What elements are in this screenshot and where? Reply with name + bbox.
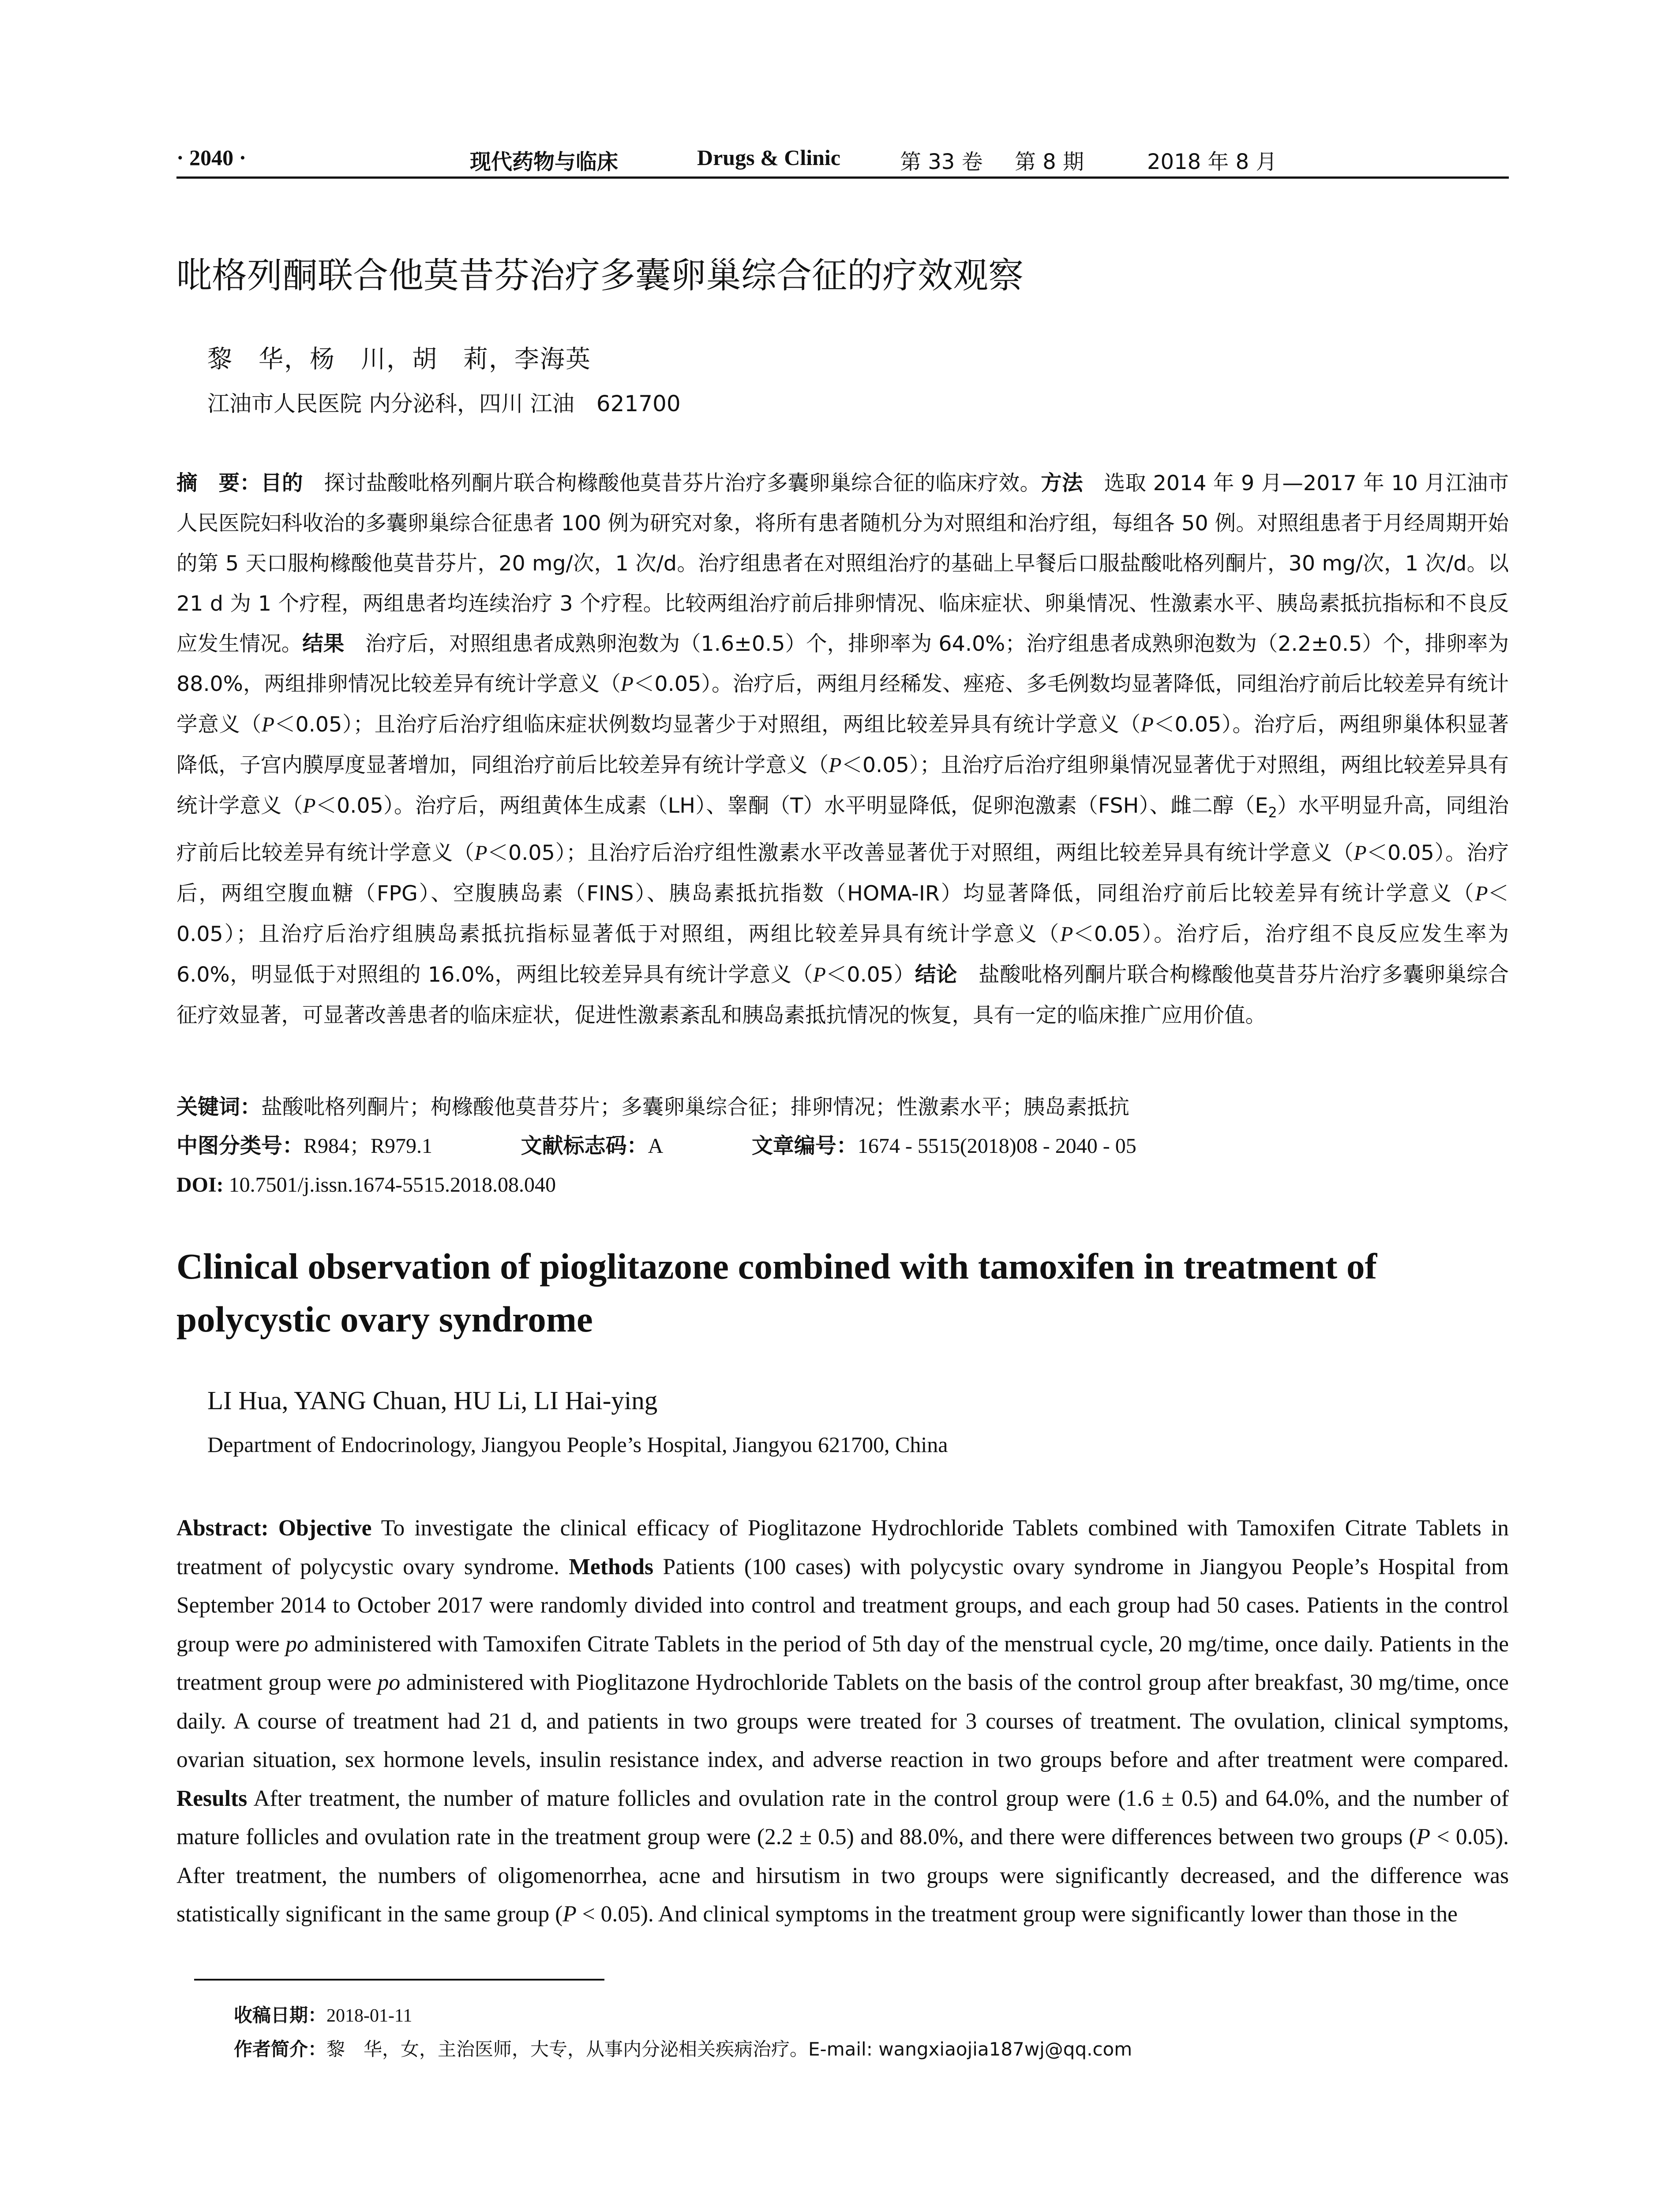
p-symbol: P [1475,882,1488,905]
keywords-text: 盐酸吡格列酮片；枸橼酸他莫昔芬片；多囊卵巢综合征；排卵情况；性激素水平；胰岛素抵抗 [261,1095,1130,1119]
issue: 第 8 期 [1015,150,1084,174]
subscript: 2 [1268,804,1277,821]
keywords-label: 关键词： [176,1095,262,1119]
abstract-cn [176,463,1509,1035]
results-text-cn: ＜0.05）；且治疗后治疗组临床症状例数均显著少于对照组，两组比较差异具有统计学意义（ [274,713,1141,737]
objective-label-cn: 目的 [261,471,303,495]
conclusion-text-cn: 盐酸吡格列酮片联合枸橼酸他莫昔芬片治疗多囊卵巢综合征疗效显著，可显著改善患者的临床症状，促进性激素紊乱和胰岛素抵抗情况的恢复，具有一定的临床推广应用价值。 [176,962,1509,1028]
methods-text-cn: 选取 2014 年 9 月—2017 年 10 月江油市人民医院妇科收治的多囊卵巢综合征患者 100 例为研究对象，将所有患者随机分为对照组和治疗组，每组各 50 例。对照组患者于月经周期开始的第 5 天口服枸橼酸他莫昔芬片，20 mg/次，1 次/d。治疗组患者在对照组治疗的基础上早餐后口服盐酸吡格列酮片，30 mg/次，1 次/d。以 21 d 为 1 个疗程，两组患者均连续治疗 3 个疗程。比较两组治疗前后排卵情况、临床症状、卵巢情况、性激素水平、胰岛素抵抗指标和不良反应发生情况。 [176,471,1509,656]
metadata-block [176,1088,1509,1204]
p-symbol: P [1060,923,1073,946]
results-text-cn: ＜0.05）。治疗后，两组黄体生成素（LH）、睾酮（T）水平明显降低，促卵泡激素（FSH）、雌二醇（E [315,794,1268,818]
p-symbol: P [813,963,826,987]
results-label-cn: 结果 [302,632,345,656]
author-bio-row [234,2033,1513,2066]
results-text-cn: ＜0.05）。治疗后，治疗组不良反应发生率为 6.0%，明显低于对照组的 16.0%，两组比较差异具有统计学意义（ [176,922,1509,987]
doi-value: 10.7501/j.issn.1674-5515.2018.08.040 [223,1173,556,1197]
journal-name-cn: 现代药物与临床 [470,150,619,174]
volume: 第 33 卷 [900,150,983,174]
results-text-cn: ＜0.05） [825,962,915,987]
results-text-cn: ＜0.05）；且治疗后治疗组性激素水平改善显著优于对照组，两组比较差异具有统计学意义（ [487,840,1354,865]
results-text-en: < 0.05). And clinical symptoms in the treatment group were significantly lower than those in the [576,1902,1458,1927]
methods-text-en: Patients (100 cases) with polycystic ovary syndrome in Jiangyou People’s Hospital from September 2014 to October 2017 were randomly divided into control and treatment groups, and each group had 50 cases. Patients in the control group were [176,1554,1509,1657]
doi-row [176,1166,1509,1204]
p-symbol: P [562,1902,577,1927]
footnote-rule [194,1979,604,1981]
authors-cn: 黎 华，杨 川，胡 莉，李海英 [207,345,591,374]
p-symbol: P [829,754,842,777]
methods-label-en: Methods [569,1554,654,1579]
keywords-row [176,1088,1509,1126]
p-symbol: P [262,713,275,736]
running-header [176,140,1509,176]
po-term: po [377,1670,401,1695]
doi-label: DOI: [176,1173,224,1197]
methods-text-en: administered with Pioglitazone Hydrochloride Tablets on the basis of the control group after breakfast, 30 mg/time, once daily. A course of treatment had 21 d, and patients in two groups were treated for 3 courses of treatment. The ovulation, clinical symptoms, ovarian situation, sex hormone levels, insulin resistance index, and adverse reaction in two groups before and after treatment were compared. [176,1670,1509,1772]
header-rule [176,176,1509,179]
po-term: po [285,1631,308,1657]
results-label-en: Results [176,1786,248,1811]
results-text-en: After treatment, the number of mature follicles and ovulation rate in the control group were (1.6 ± 0.5) and 64.0%, and the number of mature follicles and ovulation rate in the treatment group were (2.2 ± 0.5) and 88.0%, and there were differences between two groups ( [176,1786,1509,1850]
objective-label-en: Objective [278,1516,372,1541]
abstract-en-label: Abstract: [176,1516,278,1541]
p-symbol: P [1140,713,1154,736]
objective-text-cn: 探讨盐酸吡格列酮片联合枸橼酸他莫昔芬片治疗多囊卵巢综合征的临床疗效。 [303,471,1041,495]
objective-text-en: To investigate the clinical efficacy of Pioglitazone Hydrochloride Tablets combined with Tamoxifen Citrate Tablets in treatment of polycystic ovary syndrome. [176,1516,1509,1579]
footnotes [234,1999,1513,2066]
article-no-label: 文章编号： [751,1133,858,1158]
p-symbol: P [474,841,488,865]
results-text-en: < 0.05). After treatment, the numbers of oligomenorrhea, acne and hirsutism in two groups were significantly decreased, and the difference was statistically significant in the same group ( [176,1824,1509,1927]
results-text-cn: ＜0.05）。治疗后，两组月经稀发、痤疮、多毛例数均显著降低，同组治疗前后比较差异有统计学意义（ [176,672,1509,737]
page-number: · 2040 · [176,145,247,170]
doc-code-label: 文献标志码： [521,1133,648,1158]
results-text-cn: 治疗后，对照组患者成熟卵泡数为（1.6±0.5）个，排卵率为 64.0%；治疗组患者成熟卵泡数为（2.2±0.5）个，排卵率为 88.0%，两组排卵情况比较差异有统计学意义（ [176,632,1509,696]
clc-label: 中图分类号： [176,1133,304,1158]
received-date-row [234,1999,1513,2033]
results-text-cn: ＜0.05）。治疗后，两组卵巢体积显著降低，子宫内膜厚度显著增加，同组治疗前后比较差异有统计学意义（ [176,713,1509,777]
affiliation-cn: 江油市人民医院 内分泌科，四川 江油 621700 [207,391,681,416]
affiliation-en: Department of Endocrinology, Jiangyou People’s Hospital, Jiangyou 621700, China [207,1432,948,1457]
clc-value: R984；R979.1 [304,1134,433,1158]
p-symbol: P [1354,841,1367,865]
classification-row [176,1126,1509,1166]
title-cn: 吡格列酮联合他莫昔芬治疗多囊卵巢综合征的疗效观察 [176,255,1024,296]
issue-date: 2018 年 8 月 [1147,150,1277,174]
article-no-value: 1674 - 5515(2018)08 - 2040 - 05 [857,1134,1136,1158]
doc-code-value: A [648,1134,664,1158]
methods-text-en: administered with Tamoxifen Citrate Tablets in the period of 5th day of the menstrual cycle, 20 mg/time, once daily. Patients in the treatment group were [176,1631,1509,1695]
authors-en: LI Hua, YANG Chuan, HU Li, LI Hai-ying [207,1386,658,1415]
results-text-cn: ＜0.05）；且治疗后治疗组卵巢情况显著优于对照组，两组比较差异具有统计学意义（ [176,753,1509,818]
conclusion-label-cn: 结论 [915,962,958,987]
methods-label-cn: 方法 [1041,471,1083,495]
title-en: Clinical observation of pioglitazone combined with tamoxifen in treatment of polycystic ovary syndrome [176,1246,1377,1339]
received-date: 2018-01-11 [326,2006,412,2026]
author-bio: 黎 华，女，主治医师，大专，从事内分泌相关疾病治疗。E-mail: wangxiaojia187wj@qq.com [326,2038,1132,2060]
results-text-cn: ＜0.05）。治疗后，两组空腹血糖（FPG）、空腹胰岛素（FINS）、胰岛素抵抗指数（HOMA-IR）均显著降低，同组治疗前后比较差异有统计学意义（ [176,840,1509,906]
abstract-cn-label: 摘 要： [176,471,261,495]
results-text-cn: ＜0.05）；且治疗后治疗组胰岛素抵抗指标显著低于对照组，两组比较差异具有统计学意义（ [176,881,1509,946]
abstract-en [176,1509,1509,1934]
p-symbol: P [303,795,316,818]
journal-name-en: Drugs & Clinic [697,145,840,170]
author-bio-label: 作者简介： [234,2038,327,2060]
received-label: 收稿日期： [234,2004,327,2026]
results-text-cn: ）水平明显升高，同组治疗前后比较差异有统计学意义（ [176,794,1509,865]
p-symbol: P [1416,1824,1431,1850]
p-symbol: P [620,673,634,696]
